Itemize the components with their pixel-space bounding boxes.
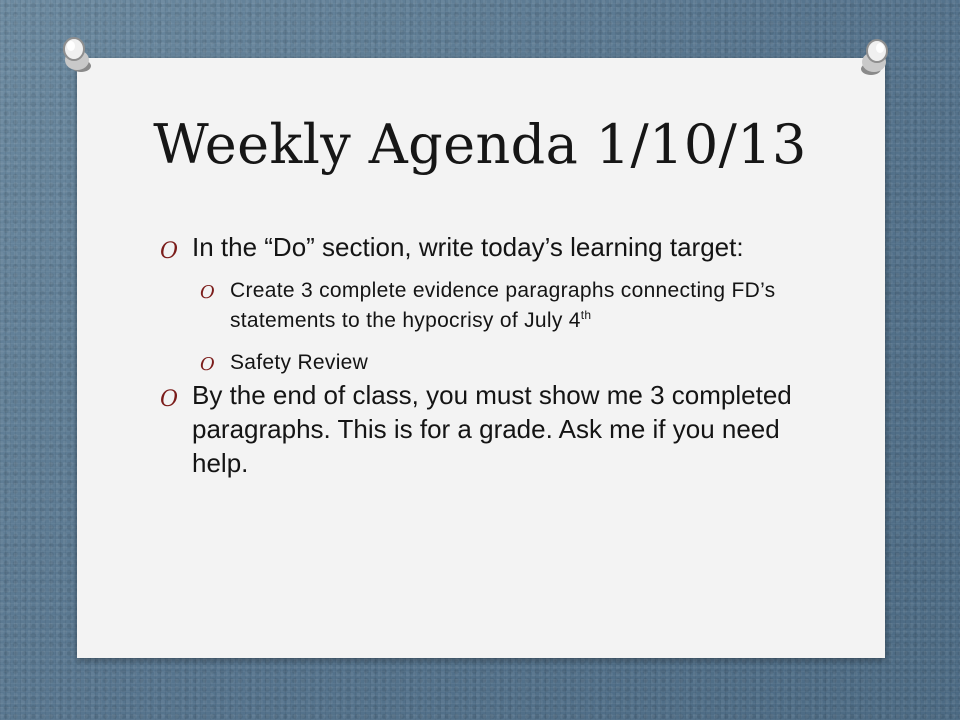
- bullet-item: [160, 230, 810, 264]
- bullet-marker: O: [160, 387, 179, 412]
- bullet-marker: O: [200, 354, 215, 375]
- slide-title: Weekly Agenda 1/10/13: [153, 113, 807, 176]
- sub-bullet-text-main: Create 3 complete evidence paragraphs connecting FD’s statements to the hypocrisy of July 4: [230, 279, 776, 332]
- sub-bullet-item: [200, 348, 810, 378]
- bullet-marker: O: [160, 239, 179, 264]
- sub-bullet-text: Safety Review: [230, 351, 369, 374]
- superscript: th: [580, 308, 592, 322]
- bullet-list: [160, 230, 810, 480]
- sub-bullet-text: [230, 276, 810, 336]
- bullet-text: In the “Do” section, write today’s learning target:: [192, 232, 744, 262]
- bullet-marker: O: [200, 282, 215, 303]
- bullet-text: By the end of class, you must show me 3 completed paragraphs. This is for a grade. Ask me if you need help.: [192, 380, 792, 478]
- pushpin-icon: [60, 36, 98, 78]
- pushpin-icon: [854, 38, 892, 80]
- sub-bullet-item: [200, 276, 810, 336]
- bullet-item: [160, 378, 810, 480]
